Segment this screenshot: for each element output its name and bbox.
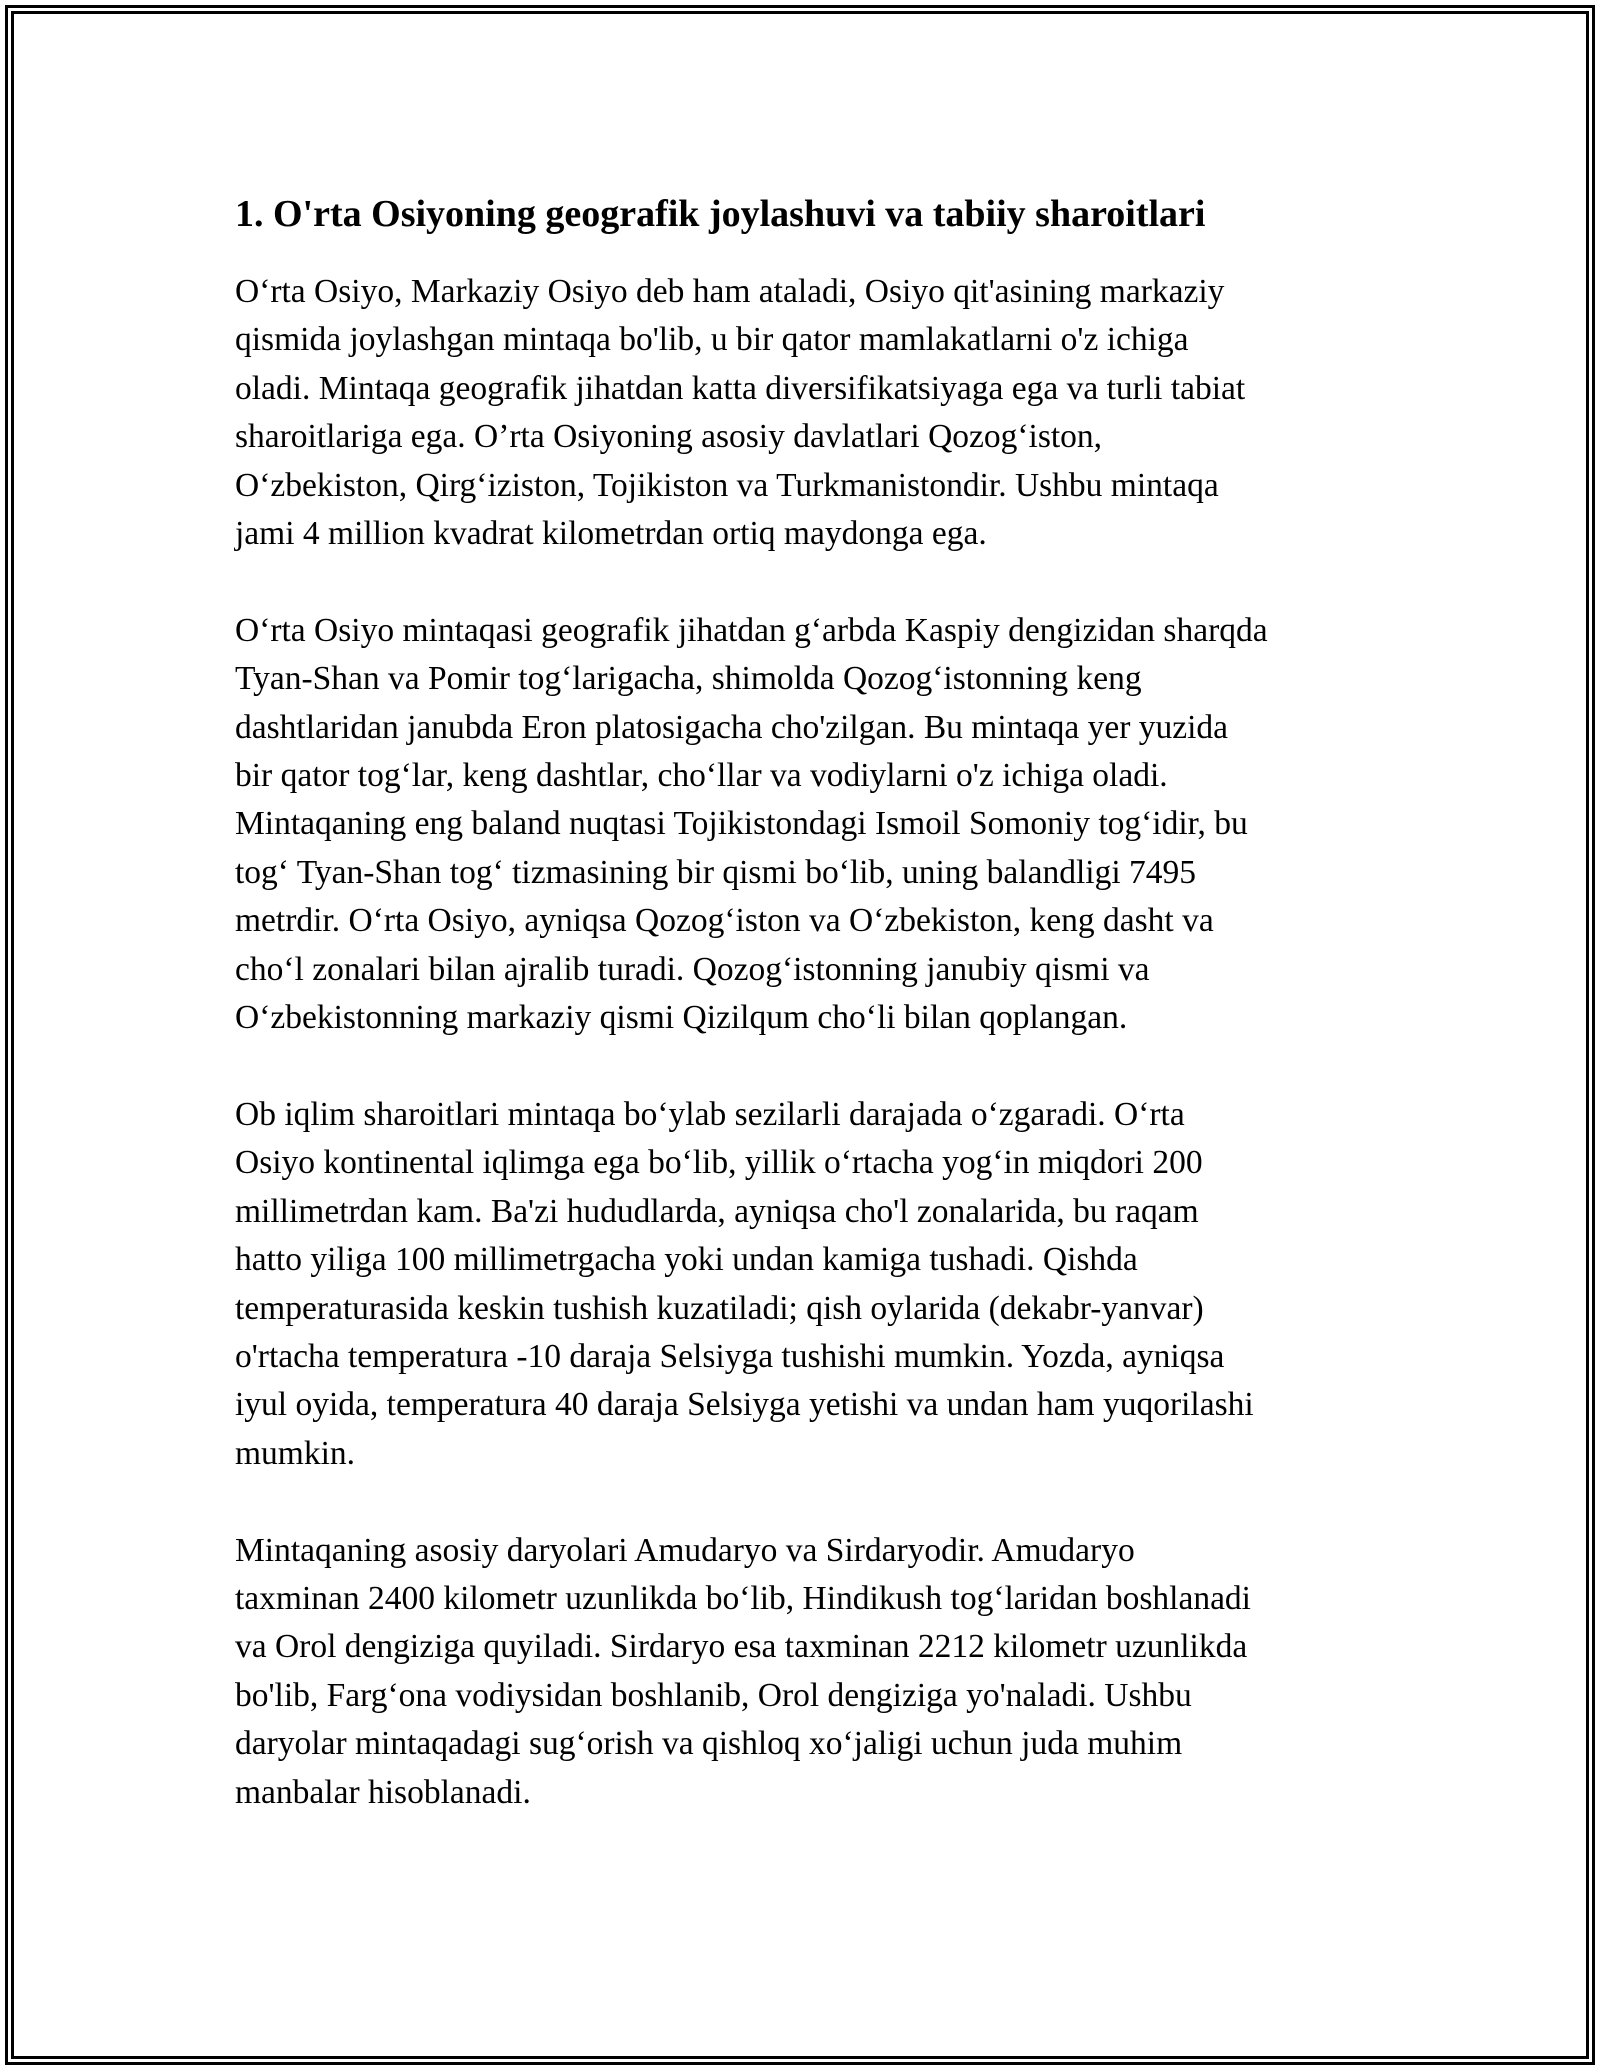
text-line: Ob iqlim sharoitlari mintaqa bo‘ylab sezilarli darajada o‘zgaradi. O‘rta	[235, 1095, 1185, 1133]
text-line: Tyan-Shan va Pomir tog‘larigacha, shimolda Qozog‘istonning keng	[235, 660, 1142, 698]
text-line: tog‘ Tyan-Shan tog‘ tizmasining bir qismi bo‘lib, uning balandligi 7495	[235, 853, 1196, 891]
text-line: Mintaqaning eng baland nuqtasi Tojikistondagi Ismoil Somoniy tog‘idir, bu	[235, 805, 1248, 843]
text-line: qismida joylashgan mintaqa bo'lib, u bir qator mamlakatlarni o'z ichiga	[235, 321, 1189, 359]
text-line: iyul oyida, temperatura 40 daraja Selsiyga yetishi va undan ham yuqorilashi	[235, 1386, 1254, 1424]
text-line: oladi. Mintaqa geografik jihatdan katta diversifikatsiyaga ega va turli tabiat	[235, 369, 1246, 407]
text-line: sharoitlariga ega. O’rta Osiyoning asosiy davlatlari Qozog‘iston,	[235, 418, 1103, 456]
text-line: jami 4 million kvadrat kilometrdan ortiq maydonga ega.	[235, 515, 987, 553]
text-line: O‘zbekiston, Qirg‘iziston, Tojikiston va Turkmanistondir. Ushbu mintaqa	[235, 466, 1219, 504]
page-title: 1. O'rta Osiyoning geografik joylashuvi va tabiiy sharoitlari	[235, 193, 1206, 235]
text-line: bir qator tog‘lar, keng dashtlar, cho‘llar va vodiylarni o'z ichiga oladi.	[235, 757, 1168, 795]
text-line: taxminan 2400 kilometr uzunlikda bo‘lib, Hindikush tog‘laridan boshlanadi	[235, 1579, 1251, 1617]
text-line: daryolar mintaqadagi sug‘orish va qishloq xo‘jaligi uchun juda muhim	[235, 1725, 1183, 1763]
text-line: mumkin.	[235, 1434, 356, 1472]
text-line: Osiyo kontinental iqlimga ega bo‘lib, yillik o‘rtacha yog‘in miqdori 200	[235, 1144, 1203, 1182]
document-body	[235, 188, 1375, 1817]
paragraph-geography	[235, 607, 1375, 1043]
text-line: bo'lib, Farg‘ona vodiysidan boshlanib, Orol dengiziga yo'naladi. Ushbu	[235, 1676, 1192, 1714]
text-line: O‘rta Osiyo mintaqasi geografik jihatdan g‘arbda Kaspiy dengizidan sharqda	[235, 611, 1268, 649]
text-line: temperaturasida keskin tushish kuzatiladi; qish oylarida (dekabr-yanvar)	[235, 1289, 1204, 1327]
text-line: metrdir. O‘rta Osiyo, ayniqsa Qozog‘iston va O‘zbekiston, keng dasht va	[235, 902, 1214, 940]
text-line: O‘rta Osiyo, Markaziy Osiyo deb ham ataladi, Osiyo qit'asining markaziy	[235, 273, 1225, 310]
text-line: Mintaqaning asosiy daryolari Amudaryo va Sirdaryodir. Amudaryo	[235, 1531, 1135, 1569]
text-line: O‘zbekistonning markaziy qismi Qizilqum cho‘li bilan qoplangan.	[235, 999, 1128, 1037]
paragraph-climate	[235, 1091, 1375, 1478]
text-line: hatto yiliga 100 millimetrgacha yoki undan kamiga tushadi. Qishda	[235, 1241, 1138, 1279]
text-line: va Orol dengiziga quyiladi. Sirdaryo esa taxminan 2212 kilometr uzunlikda	[235, 1628, 1248, 1666]
text-line: millimetrdan kam. Ba'zi hududlarda, ayniqsa cho'l zonalarida, bu raqam	[235, 1192, 1199, 1230]
text-line: manbalar hisoblanadi.	[235, 1773, 531, 1811]
text-line: dashtlaridan janubda Eron platosigacha cho'zilgan. Bu mintaqa yer yuzida	[235, 708, 1229, 746]
paragraph-rivers	[235, 1527, 1375, 1817]
text-line: o'rtacha temperatura -10 daraja Selsiyga tushishi mumkin. Yozda, ayniqsa	[235, 1337, 1225, 1375]
text-line: cho‘l zonalari bilan ajralib turadi. Qozog‘istonning janubiy qismi va	[235, 950, 1150, 988]
paragraph-overview	[235, 268, 1375, 558]
